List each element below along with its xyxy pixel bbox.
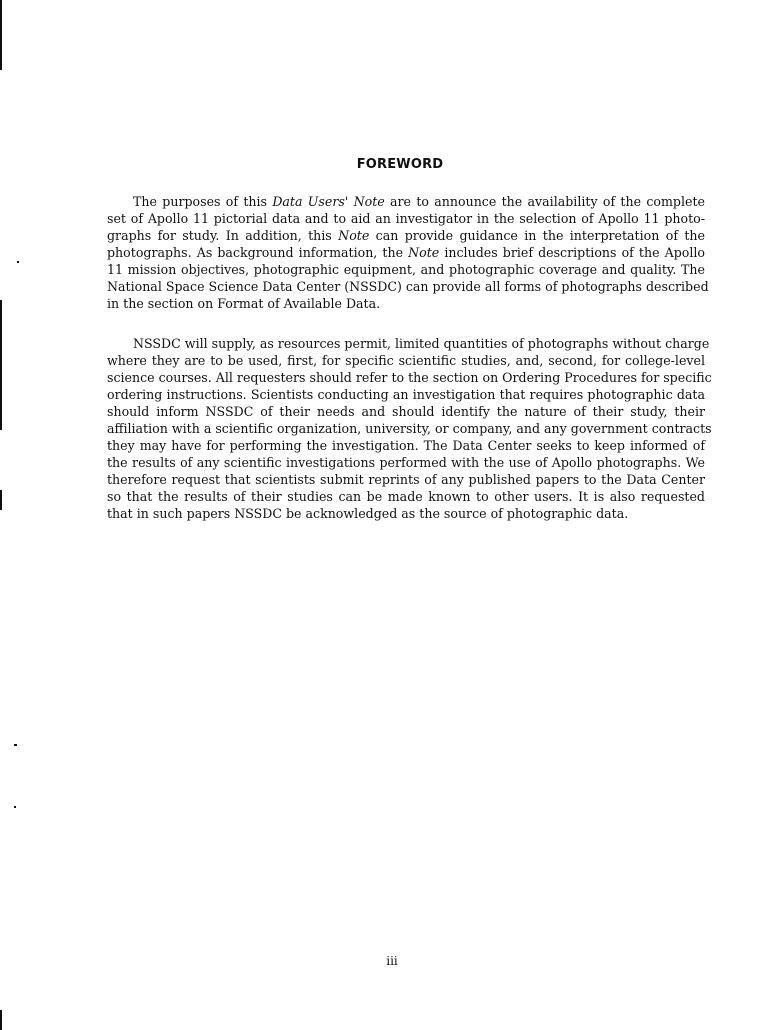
paragraph-line: affiliation with a scientific organization, university, or company, and any government contracts (107, 421, 712, 436)
page-title: FOREWORD (356, 157, 444, 172)
paragraph-line: The purposes of this Data Users' Note are to announce the availability of the complete (133, 194, 705, 209)
paragraph-line: ordering instructions. Scientists conducting an investigation that requires photographic data (107, 387, 705, 402)
paragraph-line: that in such papers NSSDC be acknowledged as the source of photographic data. (107, 506, 629, 521)
paragraph-line: set of Apollo 11 pictorial data and to aid an investigator in the selection of Apollo 11 photo- (107, 211, 705, 226)
scan-edge-mark (0, 490, 2, 510)
paragraph-line: in the section on Format of Available Data. (107, 296, 381, 311)
paragraph-line: photographs. As background information, the Note includes brief descriptions of the Apollo (107, 245, 706, 260)
paragraph-line: the results of any scientific investigations performed with the use of Apollo photographs. We (107, 455, 705, 470)
paragraph-line: National Space Science Data Center (NSSDC) can provide all forms of photographs described (107, 279, 709, 294)
scan-edge-mark (0, 0, 2, 70)
paragraph-line: should inform NSSDC of their needs and should identify the nature of their study, their (107, 404, 705, 419)
paragraph-line: where they are to be used, first, for specific scientific studies, and, second, for college-level (107, 353, 705, 368)
scan-speck (14, 744, 17, 746)
scan-speck (14, 806, 16, 808)
paragraph-line: science courses. All requesters should refer to the section on Ordering Procedures for specific (107, 370, 712, 385)
paragraph-line: so that the results of their studies can be made known to other users. It is also requested (107, 489, 705, 504)
paragraph-purpose (107, 193, 709, 312)
paragraph-line: 11 mission objectives, photographic equipment, and photographic coverage and quality. The (107, 262, 705, 277)
paragraph-line: therefore request that scientists submit reprints of any published papers to the Data Center (107, 472, 705, 487)
page-number: iii (386, 954, 398, 968)
scan-speck (17, 261, 19, 263)
scan-edge-mark (0, 1010, 2, 1030)
paragraph-line: graphs for study. In addition, this Note can provide guidance in the interpretation of the (107, 228, 705, 243)
paragraph-line: NSSDC will supply, as resources permit, limited quantities of photographs without charge (133, 336, 710, 351)
paragraph-line: they may have for performing the investigation. The Data Center seeks to keep informed of (107, 438, 705, 453)
paragraph-supply-policy (107, 335, 712, 522)
scan-edge-mark (0, 300, 2, 430)
